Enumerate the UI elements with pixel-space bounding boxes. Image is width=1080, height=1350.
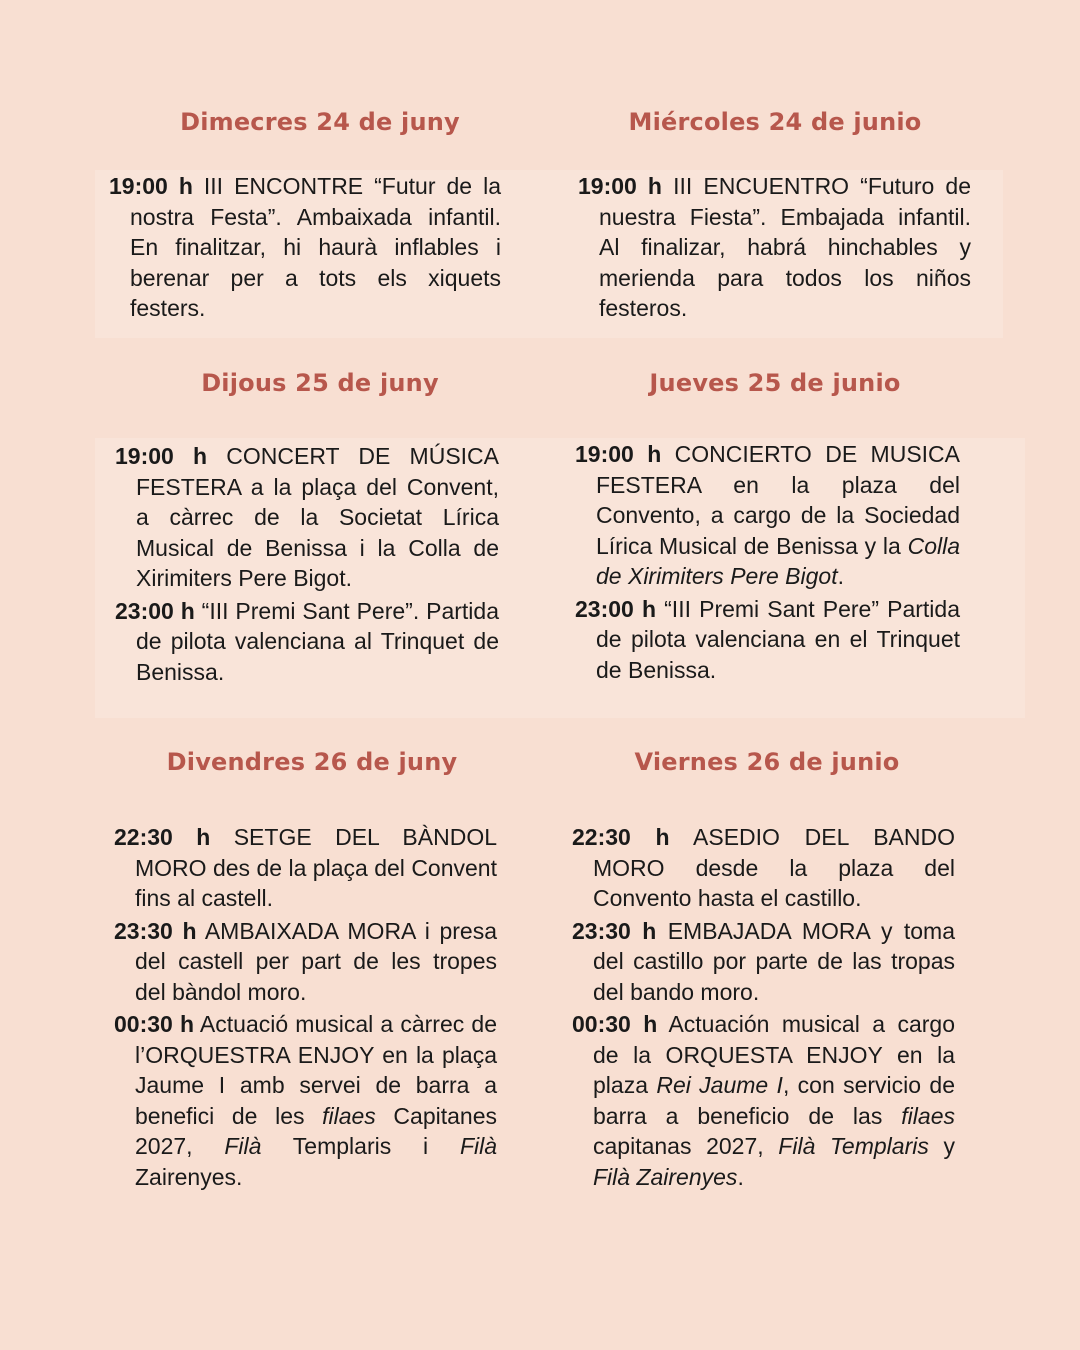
schedule-es-day3 xyxy=(572,822,955,1194)
event-item: 23:30 h EMBAJADA MORA y toma del castillo por parte de las tropas del bando moro. xyxy=(572,917,955,1005)
day-title-ca: Dijous 25 de juny xyxy=(201,369,439,397)
event-item: 23:00 h “III Premi Sant Pere” Partida de pilota valenciana en el Trinquet de Benissa. xyxy=(575,595,960,683)
event-item: 19:00 h CONCERT DE MÚSICA FESTERA a la plaça del Convent, a càrrec de la Societat Lírica Musical de Benissa i la Colla de Xirimiters Pere Bigot. xyxy=(115,443,500,591)
day-title-es: Miércoles 24 de junio xyxy=(628,108,922,136)
schedule-es-day2 xyxy=(575,439,960,687)
event-item: 19:00 h CONCIERTO DE MUSICA FESTERA en la plaza del Convento, a cargo de la Sociedad Lírica Musical de Benissa y la Colla de Xirimiters Pere Bigot. xyxy=(575,441,960,589)
schedule-ca-day2 xyxy=(115,441,499,689)
event-item: 23:00 h “III Premi Sant Pere”. Partida de pilota valenciana al Trinquet de Benissa. xyxy=(115,597,499,685)
event-item: 00:30 h Actuación musical a cargo de la ORQUESTA ENJOY en la plaza Rei Jaume I, con servicio de barra a beneficio de las filaes capitanas 2027, Filà Templaris y Filà Zairenyes. xyxy=(572,1011,955,1190)
day-title-ca: Divendres 26 de juny xyxy=(166,748,458,776)
day-title-es: Viernes 26 de junio xyxy=(634,748,900,776)
event-item: 23:30 h AMBAIXADA MORA i presa del castell per part de les tropes del bàndol moro. xyxy=(114,917,498,1005)
event-item: 19:00 h III ENCUENTRO “Futuro de nuestra Fiesta”. Embajada infantil. Al finalizar, habrá hinchables y merienda para todos los niños festeros. xyxy=(578,173,972,321)
schedule-ca-day1 xyxy=(109,171,501,326)
day-title-es: Jueves 25 de junio xyxy=(649,369,901,397)
event-item: 22:30 h ASEDIO DEL BANDO MORO desde la plaza del Convento hasta el castillo. xyxy=(572,824,955,911)
schedule-es-day1 xyxy=(578,171,971,326)
event-item: 19:00 h III ENCONTRE “Futur de la nostra Festa”. Ambaixada infantil. En finalitzar, hi haurà inflables i berenar per a tots els xiquets festers. xyxy=(109,173,501,321)
schedule-ca-day3 xyxy=(114,822,497,1194)
event-item: 22:30 h SETGE DEL BÀNDOL MORO des de la plaça del Convent fins al castell. xyxy=(114,824,497,911)
day-title-ca: Dimecres 24 de juny xyxy=(180,108,460,136)
event-item: 00:30 h Actuació musical a càrrec de l’ORQUESTRA ENJOY en la plaça Jaume I amb servei de barra a benefici de les filaes Capitanes 2027, Filà Templaris i Filà Zairenyes. xyxy=(114,1011,497,1190)
